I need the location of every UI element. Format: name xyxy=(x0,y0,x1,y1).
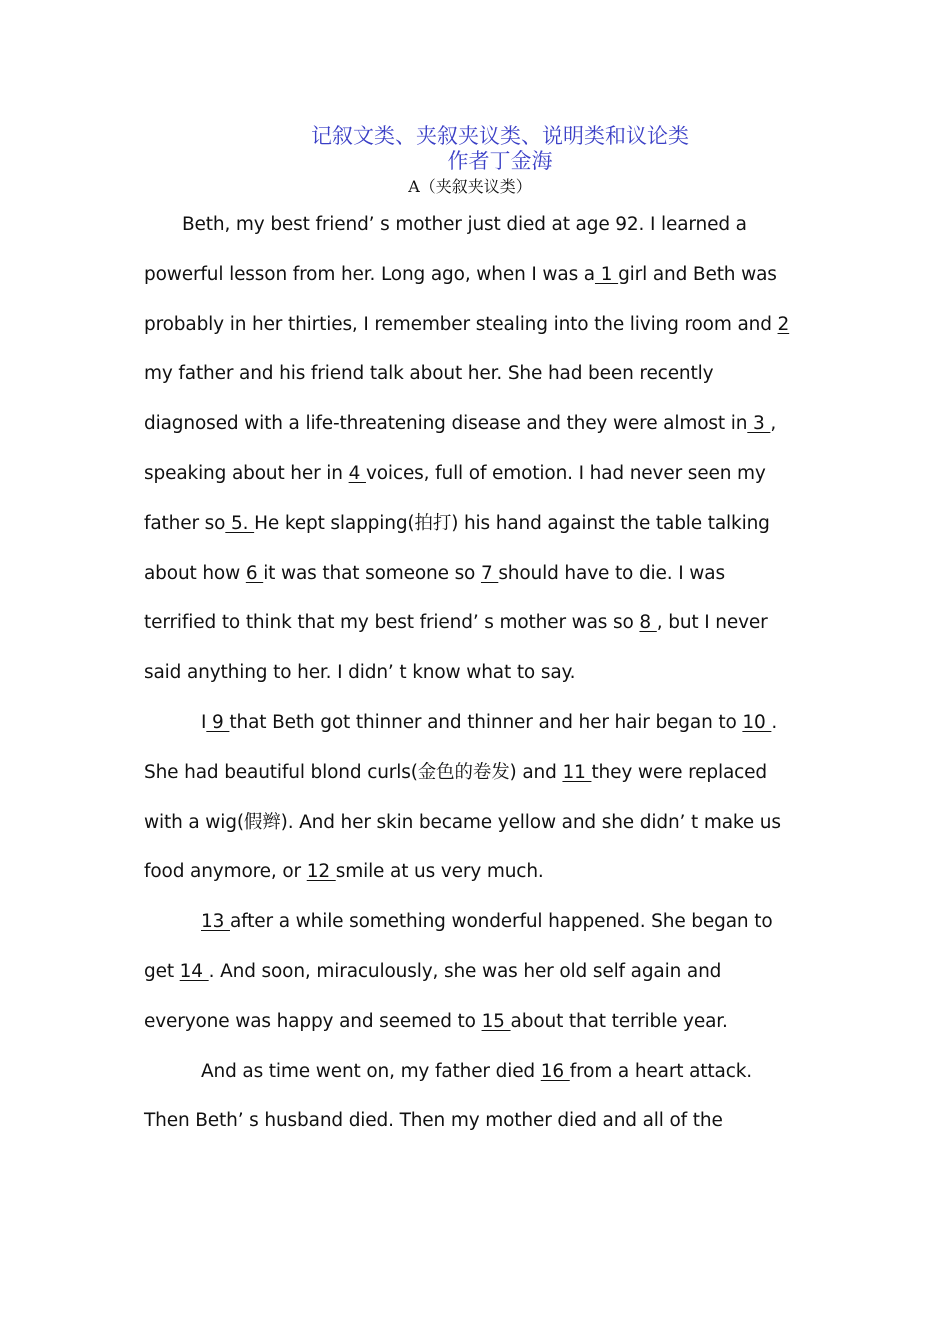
passage-text: food anymore, or xyxy=(144,861,307,883)
passage-line xyxy=(144,399,814,449)
passage-text: probably in her thirties, I remember stealing into the living room and xyxy=(144,313,778,335)
passage-text: from a heart attack. xyxy=(569,1060,753,1082)
blank-15: 15 xyxy=(481,1010,511,1032)
passage-line xyxy=(144,349,814,399)
passage-line xyxy=(144,947,814,997)
blank-11: 11 xyxy=(562,761,592,783)
section-label: A（夹叙夹议类） xyxy=(408,177,532,196)
passage-body xyxy=(144,200,814,1146)
passage-text: get xyxy=(144,960,180,982)
passage-text: it was that someone so xyxy=(263,562,481,584)
blank-6: 6 xyxy=(245,562,264,584)
blank-1: 1 xyxy=(594,263,619,285)
passage-text: diagnosed with a life-threatening disease and they were almost in xyxy=(144,413,748,435)
passage-line xyxy=(144,648,814,698)
passage-text: speaking about her in xyxy=(144,462,349,484)
passage-text: said anything to her. I didn’ t know what to say. xyxy=(144,662,576,684)
passage-text: everyone was happy and seemed to xyxy=(144,1010,482,1032)
passage-line xyxy=(144,748,814,798)
passage-line xyxy=(144,549,814,599)
blank-4: 4 xyxy=(348,462,366,484)
blank-8: 8 xyxy=(639,612,657,634)
blank-3: 3 xyxy=(747,413,771,435)
passage-text: with a wig(假辫). And her skin became yellow and she didn’ t make us xyxy=(144,811,781,833)
passage-text: She had beautiful blond curls(金色的卷发) and xyxy=(144,761,563,783)
passage-line xyxy=(144,250,814,300)
blank-10: 10 xyxy=(742,711,772,733)
passage-line xyxy=(144,200,814,250)
blank-7: 7 xyxy=(480,562,499,584)
passage-text: smile at us very much. xyxy=(335,861,544,883)
passage-text: girl and Beth was xyxy=(618,263,777,285)
passage-text: father so xyxy=(144,512,226,534)
passage-text: And as time went on, my father died xyxy=(201,1060,541,1082)
passage-text: Beth, my best friend’ s mother just died at age 92. I learned a xyxy=(182,214,747,235)
passage-text: , but I never xyxy=(656,612,768,634)
document-title: 记叙文类、夹叙夹议类、说明类和议论类 xyxy=(311,124,689,148)
passage-text: powerful lesson from her. Long ago, when I was a xyxy=(144,263,595,285)
passage-text: Then Beth’ s husband died. Then my mother died and all of the xyxy=(144,1110,723,1132)
passage-line xyxy=(144,449,814,499)
blank-16: 16 xyxy=(540,1060,570,1082)
passage-line xyxy=(144,997,814,1047)
passage-text: voices, full of emotion. I had never seen my xyxy=(365,462,766,484)
blank-2: 2 xyxy=(777,313,790,335)
blank-14: 14 xyxy=(179,960,209,982)
passage-line xyxy=(144,798,814,848)
blank-13: 13 xyxy=(201,911,230,933)
passage-text: should have to die. I was xyxy=(498,562,725,584)
passage-text: He kept slapping(拍打) his hand against the table talking xyxy=(254,512,770,534)
passage-text: about that terrible year. xyxy=(510,1010,728,1032)
passage-text: . And soon, miraculously, she was her old self again and xyxy=(208,960,722,982)
passage-text: about how xyxy=(144,562,246,584)
passage-line xyxy=(144,1096,814,1146)
passage-text: I xyxy=(201,711,207,733)
passage-line xyxy=(144,1047,814,1097)
passage-text: , xyxy=(770,413,777,435)
passage-line xyxy=(144,847,814,897)
passage-text: terrified to think that my best friend’ s mother was so xyxy=(144,612,640,634)
passage-line xyxy=(144,300,814,350)
passage-text: . xyxy=(771,711,778,733)
passage-text: my father and his friend talk about her. She had been recently xyxy=(144,363,714,385)
passage-text: that Beth got thinner and thinner and her hair began to xyxy=(229,711,743,733)
blank-12: 12 xyxy=(306,861,336,883)
passage-text: they were replaced xyxy=(591,761,767,783)
blank-9: 9 xyxy=(206,711,230,733)
document-author: 作者丁金海 xyxy=(447,149,553,173)
passage-text: after a while something wonderful happened. She began to xyxy=(229,911,773,933)
passage-line xyxy=(144,598,814,648)
passage-line xyxy=(144,698,814,748)
blank-5: 5. xyxy=(225,512,255,534)
passage-line xyxy=(144,897,814,947)
passage-line xyxy=(144,499,814,549)
